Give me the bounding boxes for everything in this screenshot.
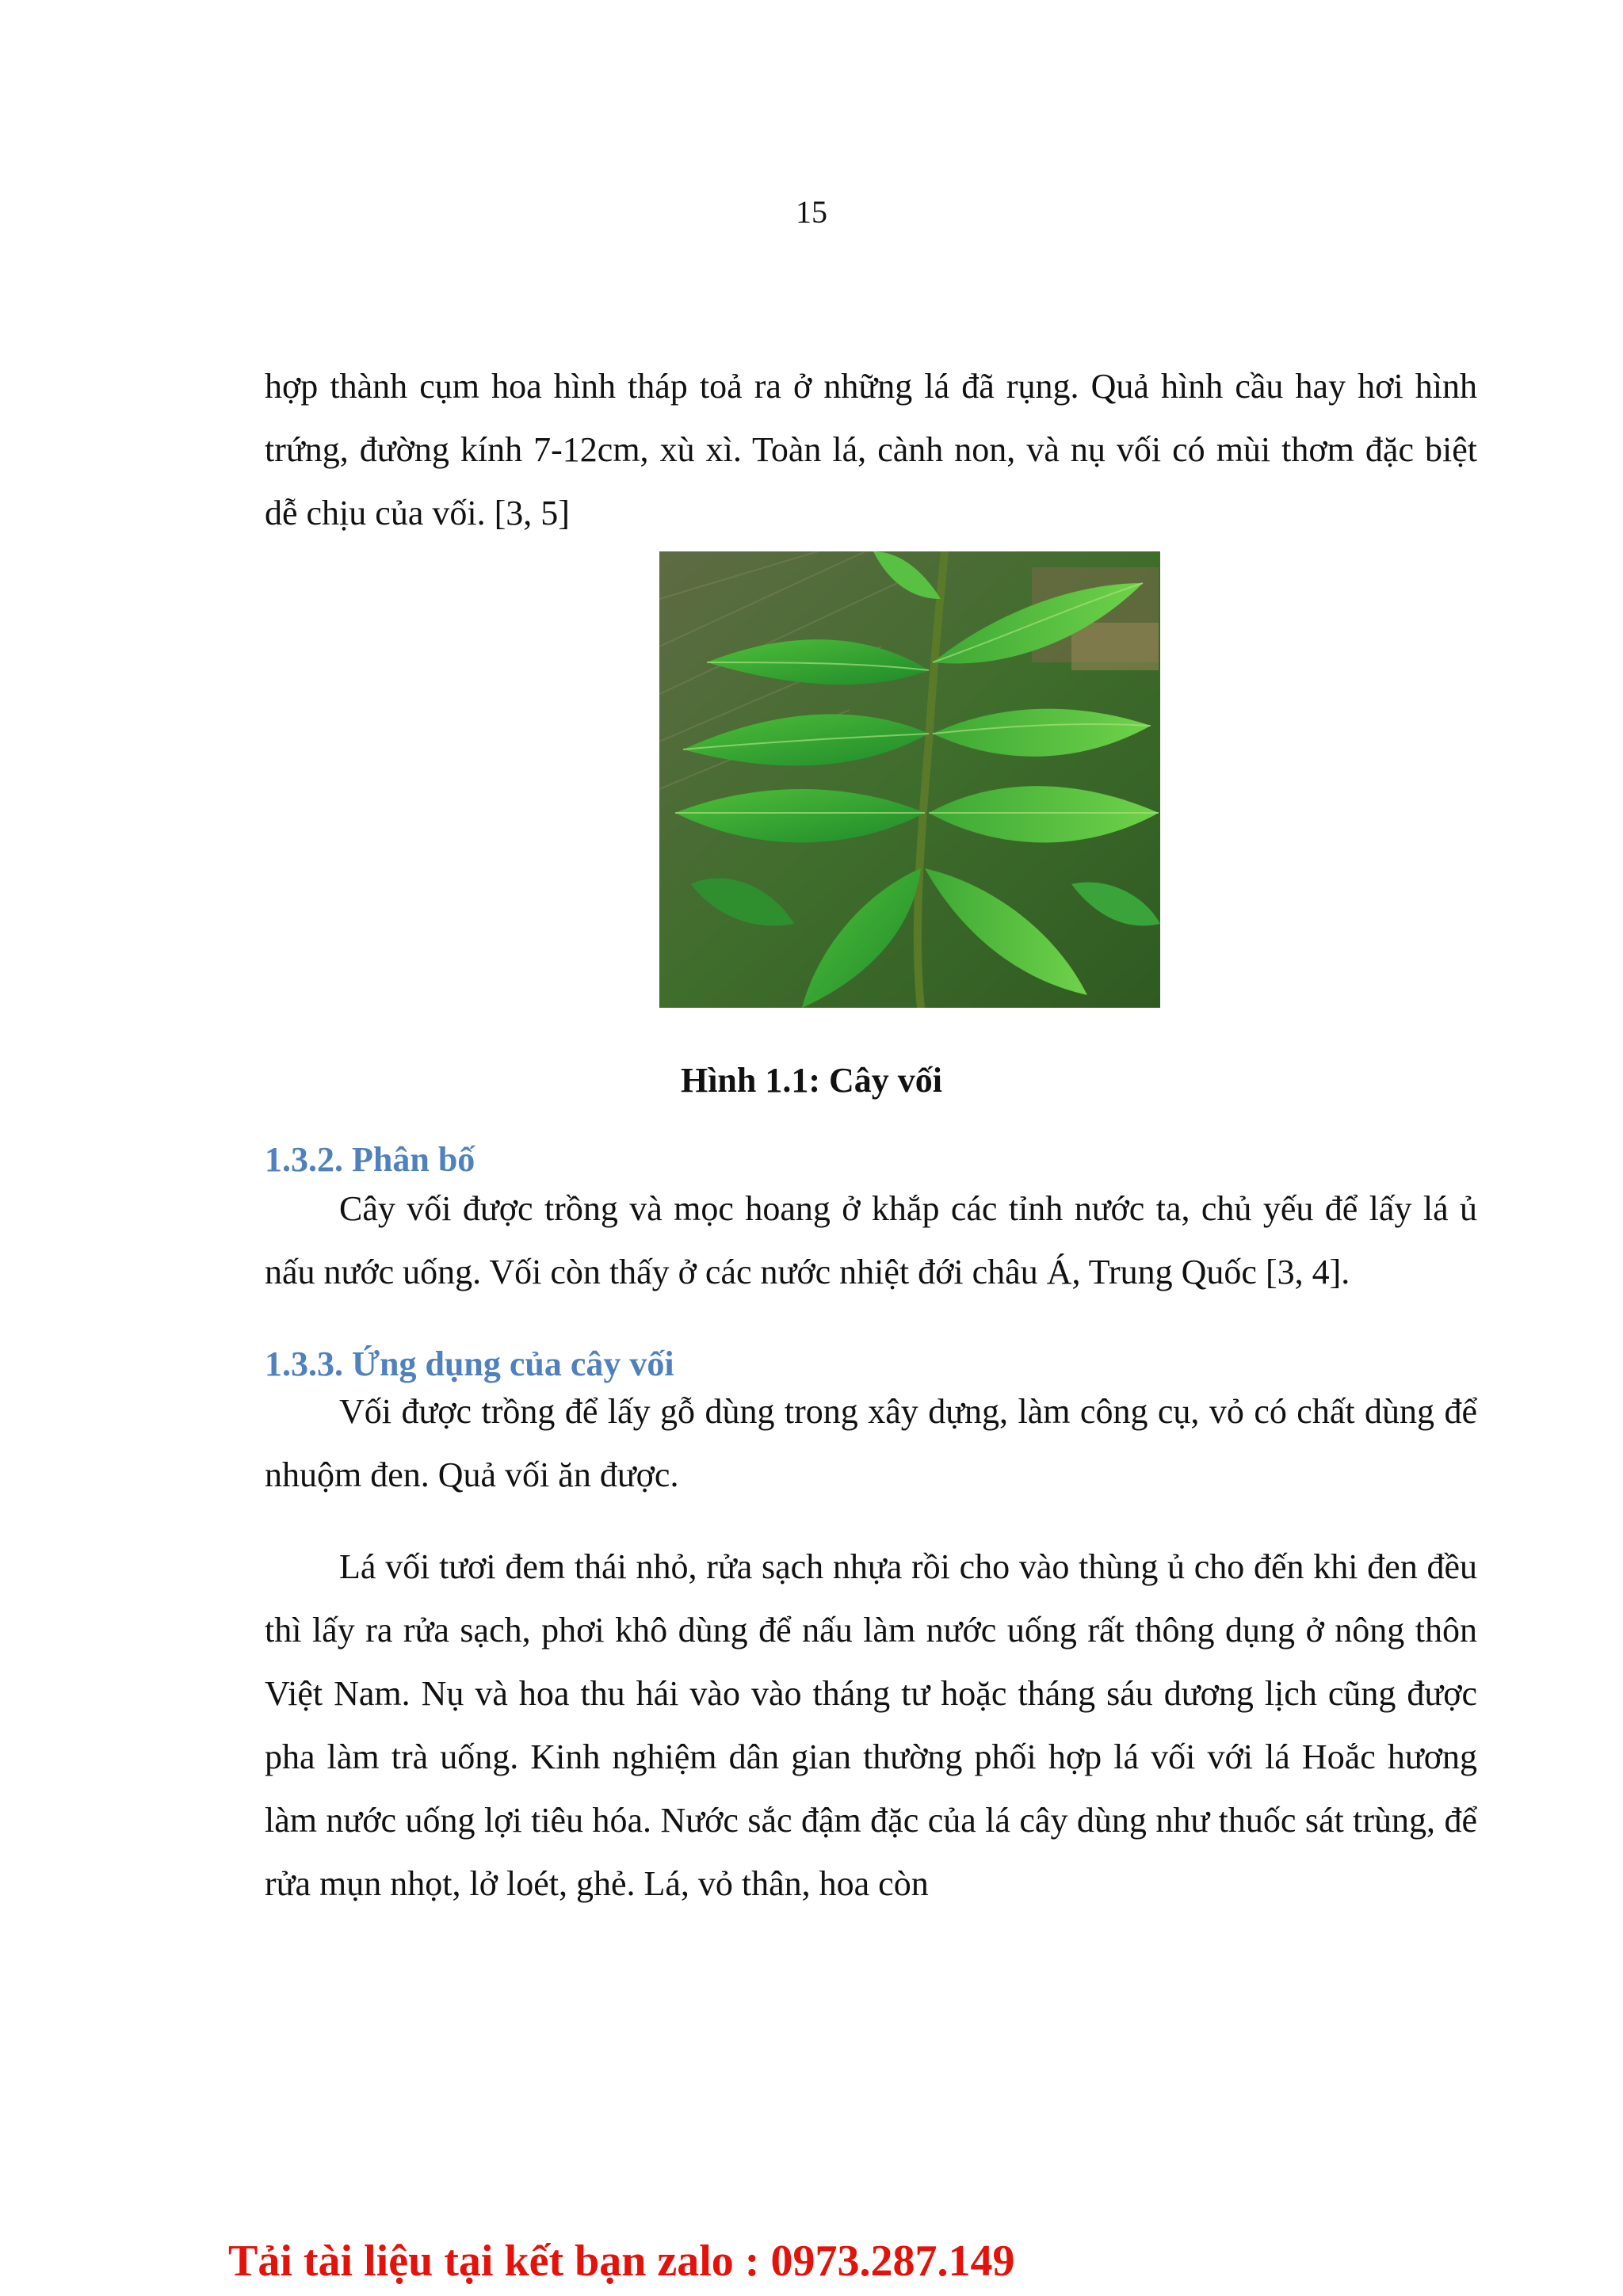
figure-image: [659, 551, 1160, 1008]
heading-uses: 1.3.3. Ứng dụng của cây vối: [265, 1344, 674, 1383]
heading-distribution: 1.3.2. Phân bố: [265, 1140, 475, 1179]
leaf-plant-photo: [659, 551, 1160, 1008]
paragraph-uses-2: Lá vối tươi đem thái nhỏ, rửa sạch nhựa rồi cho vào thùng ủ cho đến khi đen đều thì lấy ra rửa sạch, phơi khô dùng để nấu làm nước uống rất thông dụng ở nông thôn Việt Nam. Nụ và hoa thu hái vào vào tháng tư hoặc tháng sáu dương lịch cũng được pha làm trà uống. Kinh nghiệm dân gian thường phối hợp lá vối với lá Hoắc hương làm nước uống lợi tiêu hóa. Nước sắc đậm đặc của lá cây dùng như thuốc sát trùng, để rửa mụn nhọt, lở loét, ghẻ. Lá, vỏ thân, hoa còn: [265, 1547, 1477, 1903]
footer-promo: Tải tài liệu tại kết bạn zalo : 0973.287.149: [228, 2237, 1015, 2286]
paragraph-intro: hợp thành cụm hoa hình tháp toả ra ở những lá đã rụng. Quả hình cầu hay hơi hình trứng, đường kính 7-12cm, xù xì. Toàn lá, cành non, và nụ vối có mùi thơm đặc biệt dễ chịu của vối. [3, 5]: [265, 367, 1477, 532]
paragraph-uses-1: Vối được trồng để lấy gỗ dùng trong xây dựng, làm công cụ, vỏ có chất dùng để nhuộm đen. Quả vối ăn được.: [265, 1392, 1477, 1494]
page-number: 15: [796, 194, 827, 230]
figure-caption: Hình 1.1: Cây vối: [680, 1061, 943, 1100]
paragraph-distribution: Cây vối được trồng và mọc hoang ở khắp các tỉnh nước ta, chủ yếu để lấy lá ủ nấu nước uống. Vối còn thấy ở các nước nhiệt đới châu Á, Trung Quốc [3, 4].: [265, 1189, 1477, 1291]
